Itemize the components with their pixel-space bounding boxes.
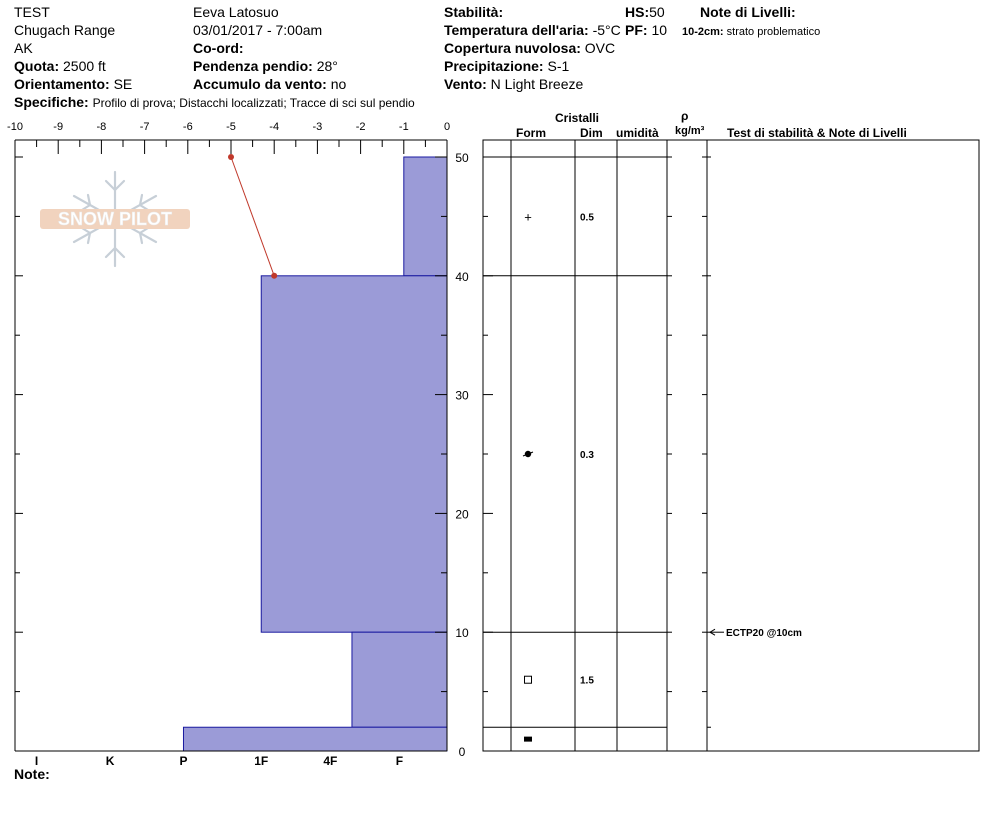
- temp-tick-label: -2: [355, 121, 366, 133]
- crystal-form-symbol: [524, 737, 532, 742]
- height-tick-label: 50: [455, 151, 469, 165]
- accumulo-label: Accumulo da vento:: [193, 76, 327, 92]
- temperature-point: [228, 154, 234, 160]
- temperature-point: [271, 273, 277, 279]
- pendenza-value: 28°: [316, 58, 338, 74]
- site-name: TEST: [14, 4, 50, 20]
- observer-name: Eeva Latosuo: [193, 4, 279, 20]
- stability-test-label: ECTP20 @10cm: [726, 628, 802, 640]
- pf-value: 10: [651, 22, 668, 38]
- snowpilot-logo-text: SNOW PILOT: [58, 209, 172, 229]
- pendenza-label: Pendenza pendio:: [193, 58, 313, 74]
- accumulo-value: no: [330, 76, 347, 92]
- orient-label: Orientamento:: [14, 76, 110, 92]
- cristalli-header: Cristalli: [555, 111, 600, 125]
- hardness-layer-1: [261, 276, 447, 632]
- crystal-dim-label: 0.5: [580, 212, 594, 224]
- height-tick-label: 40: [455, 269, 469, 284]
- temp-tick-label: -3: [312, 121, 323, 133]
- note-livelli-label: Note di Livelli:: [700, 4, 796, 20]
- stabilita-label: Stabilità:: [444, 4, 504, 20]
- hardness-label: 1F: [254, 754, 269, 768]
- temp-tick-label: 0: [443, 121, 451, 133]
- temp-tick-label: -7: [139, 121, 150, 133]
- crystal-form-symbol: [525, 676, 532, 683]
- height-tick-label: 0: [458, 745, 466, 759]
- temp-tick-label: -4: [269, 121, 280, 133]
- note-label: Note:: [14, 766, 50, 782]
- state-name: AK: [14, 40, 33, 56]
- specifiche-value: Profilo di prova; Distacchi localizzati; Tracce di sci sul pendio: [92, 96, 415, 110]
- vento-label: Vento:: [444, 76, 487, 92]
- height-tick-label: 30: [455, 388, 469, 403]
- quota-label: Quota:: [14, 58, 60, 74]
- hardness-label: K: [105, 754, 115, 768]
- snowpilot-logo: [40, 172, 190, 266]
- orient-value: SE: [113, 76, 133, 92]
- pf-label: PF:: [625, 22, 648, 38]
- vento-value: N Light Breeze: [490, 76, 584, 92]
- temp-tick-label: -8: [96, 121, 107, 133]
- dim-header: Dim: [580, 126, 603, 140]
- temp-tick-label: -1: [398, 121, 409, 133]
- temp-tick-label: -9: [53, 121, 64, 133]
- umidita-header: umidità: [616, 126, 659, 140]
- height-tick-label: 10: [455, 626, 469, 641]
- test-header: Test di stabilità & Note di Livelli: [727, 126, 907, 140]
- observation-datetime: 03/01/2017 - 7:00am: [193, 22, 323, 38]
- quota-value: 2500 ft: [63, 58, 106, 74]
- density-unit-header: kg/m³: [675, 125, 705, 137]
- height-tick-label: 20: [455, 507, 469, 522]
- hardness-label: F: [395, 754, 404, 768]
- copertura-value: OVC: [584, 40, 616, 56]
- crystal-dim-label: 0.3: [580, 450, 594, 461]
- crystal-dim-label: 1.5: [580, 675, 594, 687]
- precip-value: S-1: [547, 58, 570, 74]
- hs-label: HS:: [625, 4, 650, 20]
- rho-header: ρ: [681, 109, 689, 123]
- hs-value: 50: [649, 4, 665, 20]
- precip-label: Precipitazione:: [444, 58, 544, 74]
- crystal-form-symbol: +: [524, 209, 532, 225]
- coord-label: Co-ord:: [193, 40, 244, 56]
- temp-label: Temperatura dell'aria:: [444, 22, 589, 38]
- range-name: Chugach Range: [14, 22, 116, 38]
- layer-table-frame: [483, 140, 979, 751]
- temp-tick-label: -6: [182, 121, 193, 133]
- hardness-layer-2: [352, 632, 447, 727]
- hardness-layer-3: [183, 727, 447, 751]
- copertura-label: Copertura nuvolosa:: [444, 40, 581, 56]
- hardness-label: I: [34, 754, 39, 768]
- temp-tick-label: -5: [226, 121, 236, 133]
- temperature-line: [231, 157, 274, 276]
- hardness-label: P: [179, 754, 188, 768]
- temp-tick-label: -10: [7, 121, 23, 133]
- hardness-layer-0: [404, 157, 447, 276]
- temp-value: -5°C: [592, 22, 621, 38]
- note-livelli-text: strato problematico: [726, 26, 821, 38]
- note-livelli-layer: 10-2cm:: [682, 26, 724, 38]
- hardness-label: 4F: [323, 754, 338, 768]
- form-header: Form: [516, 126, 546, 140]
- specifiche-label: Specifiche:: [14, 94, 89, 110]
